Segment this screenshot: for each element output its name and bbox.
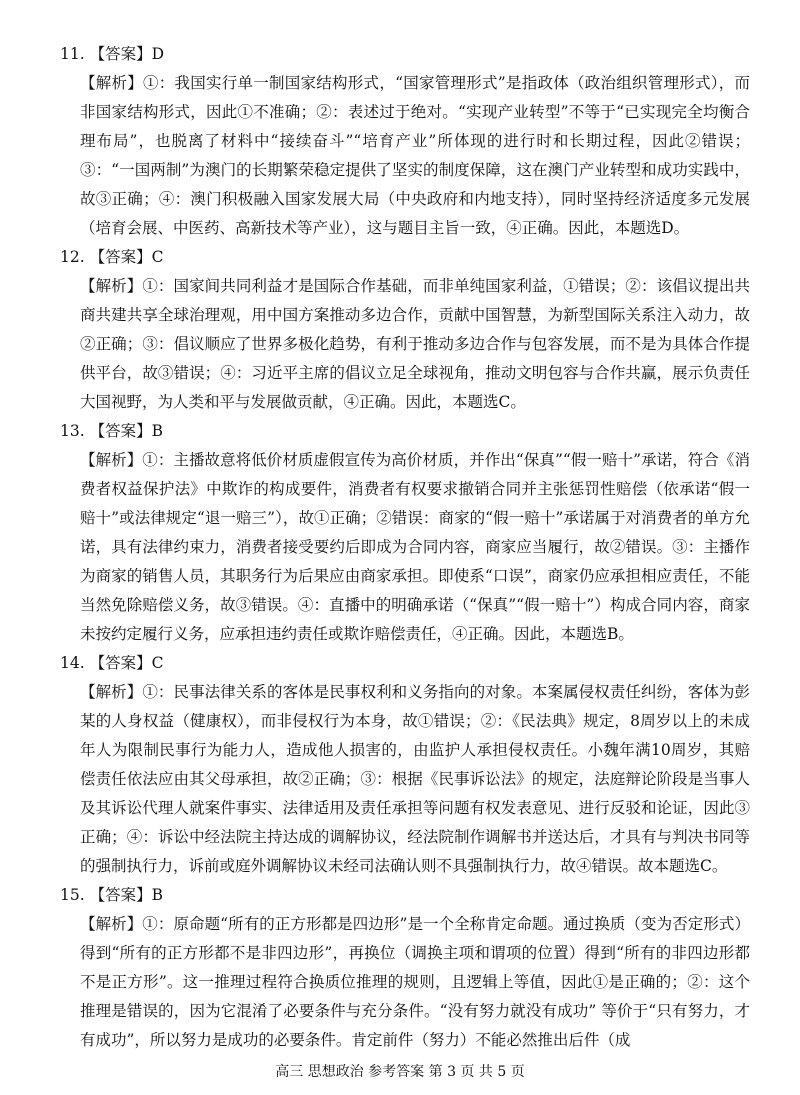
question-11-analysis: 【解析】①：我国实行单一制国家结构形式，“国家管理形式”是指政体（政治组织管理形式），而非国家结构形式，因此①不准确；②：表述过于绝对。“实现产业转型”不等于“已实现完全均衡合理布局”，也脱离了材料中“接续奋斗”“培育产业”所体现的进行时和长期过程，因此②错误；③：“一国两制”为澳门的长期繁荣稳定提供了坚实的制度保障，这在澳门产业转型和成功实践中，故③正确；④：澳门积极融入国家发展大局（中央政府和内地支持），同时坚持经济适度多元发展（培育会展、中医药、高新技术等产业），这与题目主旨一致，④正确。因此，本题选D。 xyxy=(80,74,750,237)
question-15-analysis: 【解析】①：原命题“所有的正方形都是四边形”是一个全称肯定命题。通过换质（变为否定形式）得到“所有的正方形都不是非四边形”，再换位（调换主项和谓项的位置）得到“所有的非四边形都不是正方形”。这一推理过程符合换质位推理的规则，且逻辑上等值，因此①是正确的；②：这个推理是错误的，因为它混淆了必要条件与充分条件。“没有努力就没有成功” 等价于“只有努力，才有成功”，所以努力是成功的必要条件。肯定前件（努力）不能必然推出后件（成 xyxy=(80,915,750,1049)
question-11-answer: 11. 【答案】D xyxy=(60,45,165,63)
question-12 xyxy=(60,243,750,417)
question-14-answer: 14. 【答案】C xyxy=(60,654,164,672)
question-13-answer: 13. 【答案】B xyxy=(60,422,163,440)
question-13-analysis: 【解析】①：主播故意将低价材质虚假宣传为高价材质，并作出“保真”“假一赔十”承诺，符合《消费者权益保护法》中欺诈的构成要件，消费者有权要求撤销合同并主张惩罚性赔偿（依承诺“假一赔十”或法律规定“退一赔三”），故①正确；②错误：商家的“假一赔十”承诺属于对消费者的单方允诺，具有法律约束力，消费者接受要约后即成为合同内容，商家应当履行，故②错误。③：主播作为商家的销售人员，其职务行为后果应由商家承担。即使系“口误”，商家仍应承担相应责任，不能当然免除赔偿义务，故③错误。④：直播中的明确承诺（“保真”“假一赔十”）构成合同内容，商家未按约定履行义务，应承担违约责任或欺诈赔偿责任，④正确。因此，本题选B。 xyxy=(80,451,750,643)
question-14 xyxy=(60,649,750,881)
question-12-answer: 12. 【答案】C xyxy=(60,248,164,266)
question-15 xyxy=(60,881,750,1055)
question-13 xyxy=(60,417,750,649)
question-15-answer: 15. 【答案】B xyxy=(60,886,163,904)
page-footer: 高三 思想政治 参考答案 第 3 页 共 5 页 xyxy=(275,1064,525,1080)
question-14-analysis: 【解析】①：民事法律关系的客体是民事权利和义务指向的对象。本案属侵权责任纠纷，客体为彭某的人身权益（健康权），而非侵权行为本身，故①错误；②：《民法典》规定，8周岁以上的未成年人为限制民事行为能力人，造成他人损害的，由监护人承担侵权责任。小魏年满10周岁，其赔偿责任依法应由其父母承担，故②正确；③：根据《民事诉讼法》的规定，法庭辩论阶段是当事人及其诉讼代理人就案件事实、法律适用及责任承担等问题有权发表意见、进行反驳和论证，因此③正确；④：诉讼中经法院主持达成的调解协议，经法院制作调解书并送达后，才具有与判决书同等的强制执行力，诉前或庭外调解协议未经司法确认则不具强制执行力，故④错误。故本题选C。 xyxy=(80,683,750,875)
answer-content xyxy=(60,40,750,1055)
question-12-analysis: 【解析】①：国家间共同利益才是国际合作基础，而非单纯国家利益，①错误；②：该倡议提出共商共建共享全球治理观，用中国方案推动多边合作，贡献中国智慧，为新型国际关系注入动力，故②正确；③：倡议顺应了世界多极化趋势，有利于推动多边合作与包容发展，而不是为具体合作提供平台，故③错误；④：习近平主席的倡议立足全球视角，推动文明包容与合作共赢，展示负责任大国视野，为人类和平与发展做贡献，④正确。因此，本题选C。 xyxy=(80,277,750,411)
question-11 xyxy=(60,40,750,243)
